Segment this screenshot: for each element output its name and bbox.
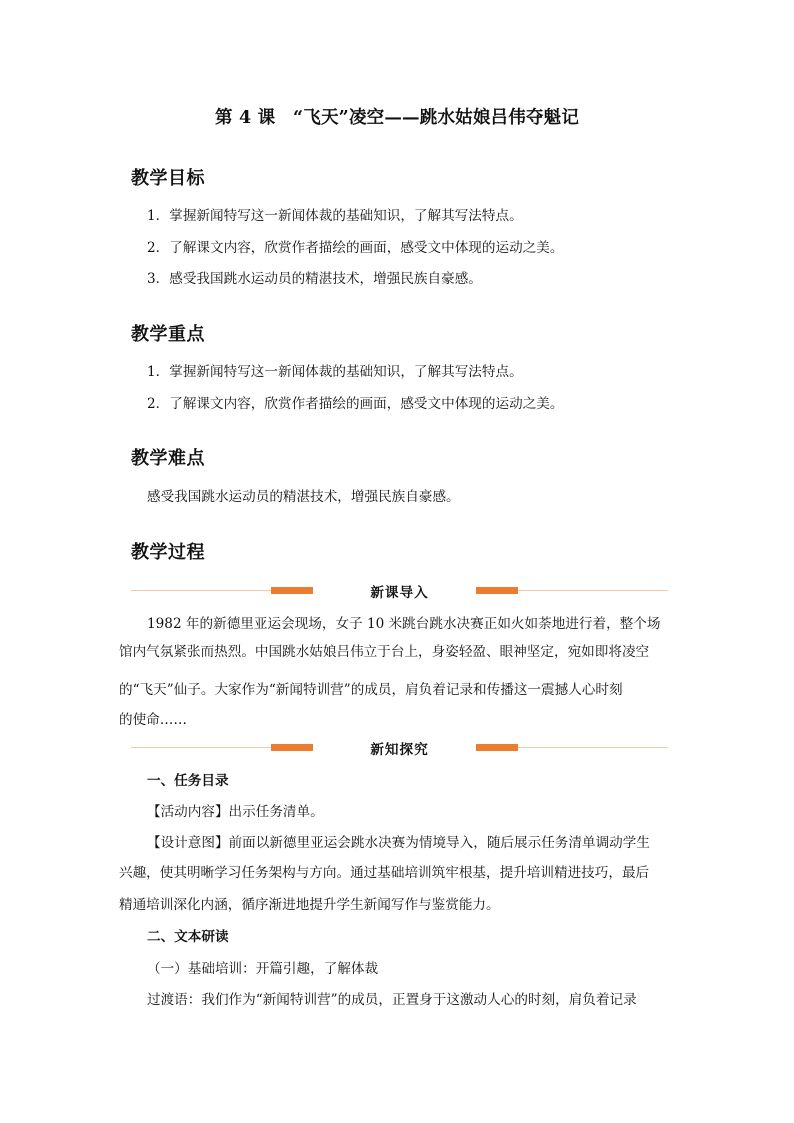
difficulties-heading: 教学难点: [131, 448, 205, 469]
objectives-heading: 教学目标: [131, 168, 205, 189]
objective-item: 2．了解课文内容，欣赏作者描绘的画面，感受文中体现的运动之美。: [147, 240, 564, 256]
difficulty-text: 感受我国跳水运动员的精湛技术，增强民族自豪感。: [147, 489, 460, 505]
design-line: 【设计意图】前面以新德里亚运会跳水决赛为情境导入，随后展示任务清单调动学生: [147, 835, 650, 851]
intro-paragraph-line: 的使命……: [119, 712, 187, 728]
design-line: 精通培训深化内涵，循序渐进地提升学生新闻写作与鉴赏能力。: [119, 897, 500, 913]
task-heading: 一、任务目录: [147, 773, 229, 789]
transition-line: 过渡语：我们作为“新闻特训营”的成员，正置身于这激动人心的时刻，肩负着记录: [147, 992, 637, 1008]
intro-paragraph-line: 的“飞天”仙子。大家作为“新闻特训营”的成员，肩负着记录和传播这一震撼人心时刻: [119, 682, 623, 698]
objective-item: 1．掌握新闻特写这一新闻体裁的基础知识，了解其写法特点。: [147, 208, 523, 224]
explore-divider: [131, 737, 668, 757]
intro-label: 新课导入: [370, 585, 429, 601]
intro-paragraph-line: 馆内气氛紧张而热烈。中国跳水姑娘吕伟立于台上，身姿轻盈、眼神坚定，宛如即将凌空: [119, 644, 650, 660]
basic-training-line: （一）基础培训：开篇引趣，了解体裁: [147, 961, 379, 977]
key-point-item: 2．了解课文内容，欣赏作者描绘的画面，感受文中体现的运动之美。: [147, 396, 564, 412]
intro-divider: [131, 580, 668, 600]
key-point-item: 1．掌握新闻特写这一新闻体裁的基础知识，了解其写法特点。: [147, 364, 523, 380]
activity-line: 【活动内容】出示任务清单。: [147, 804, 324, 820]
lesson-title: 第 4 课 “飞天”凌空——跳水姑娘吕伟夺魁记: [214, 108, 580, 128]
design-line: 兴趣，使其明晰学习任务架构与方向。通过基础培训筑牢根基，提升培训精进技巧，最后: [119, 865, 650, 881]
explore-label: 新知探究: [370, 742, 429, 758]
objective-item: 3．感受我国跳水运动员的精湛技术，增强民族自豪感。: [147, 271, 482, 287]
reading-heading: 二、文本研读: [147, 929, 229, 945]
intro-paragraph-line: 1982 年的新德里亚运会现场，女子 10 米跳台跳水决赛正如火如荼地进行着，整个场: [147, 616, 661, 632]
process-heading: 教学过程: [131, 542, 205, 563]
key-points-heading: 教学重点: [131, 324, 205, 345]
